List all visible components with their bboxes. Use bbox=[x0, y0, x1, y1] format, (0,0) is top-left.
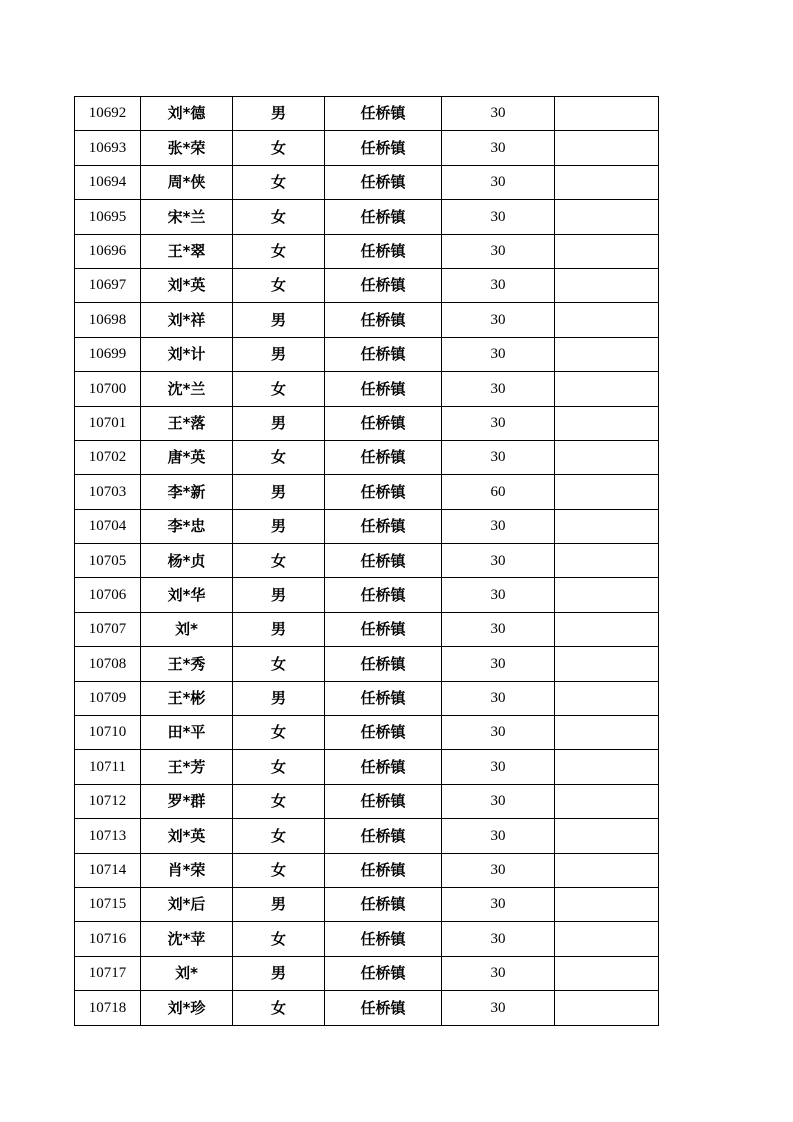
table-row bbox=[75, 337, 659, 371]
table-row bbox=[75, 887, 659, 921]
cell-amount: 30 bbox=[442, 303, 555, 337]
cell-id: 10707 bbox=[75, 612, 141, 646]
cell-amount: 30 bbox=[442, 956, 555, 990]
cell-name: 沈*苹 bbox=[141, 922, 233, 956]
cell-note bbox=[555, 509, 659, 543]
cell-town: 任桥镇 bbox=[325, 303, 442, 337]
cell-amount: 30 bbox=[442, 784, 555, 818]
cell-name: 王*落 bbox=[141, 406, 233, 440]
table-row bbox=[75, 853, 659, 887]
cell-town: 任桥镇 bbox=[325, 200, 442, 234]
cell-name: 王*芳 bbox=[141, 750, 233, 784]
cell-town: 任桥镇 bbox=[325, 406, 442, 440]
roster-table bbox=[74, 96, 659, 1026]
cell-sex: 女 bbox=[233, 784, 325, 818]
cell-note bbox=[555, 131, 659, 165]
cell-sex: 女 bbox=[233, 372, 325, 406]
cell-note bbox=[555, 991, 659, 1025]
cell-town: 任桥镇 bbox=[325, 268, 442, 302]
cell-amount: 30 bbox=[442, 887, 555, 921]
cell-amount: 60 bbox=[442, 475, 555, 509]
cell-name: 刘*计 bbox=[141, 337, 233, 371]
cell-amount: 30 bbox=[442, 97, 555, 131]
cell-note bbox=[555, 819, 659, 853]
cell-town: 任桥镇 bbox=[325, 372, 442, 406]
cell-sex: 女 bbox=[233, 991, 325, 1025]
cell-id: 10698 bbox=[75, 303, 141, 337]
cell-name: 刘*英 bbox=[141, 268, 233, 302]
cell-name: 王*秀 bbox=[141, 647, 233, 681]
roster-table-container bbox=[74, 96, 658, 1026]
table-row bbox=[75, 922, 659, 956]
cell-amount: 30 bbox=[442, 853, 555, 887]
cell-amount: 30 bbox=[442, 612, 555, 646]
table-row bbox=[75, 578, 659, 612]
table-row bbox=[75, 97, 659, 131]
cell-note bbox=[555, 372, 659, 406]
cell-town: 任桥镇 bbox=[325, 887, 442, 921]
cell-note bbox=[555, 922, 659, 956]
cell-id: 10692 bbox=[75, 97, 141, 131]
table-row bbox=[75, 165, 659, 199]
cell-amount: 30 bbox=[442, 200, 555, 234]
cell-name: 宋*兰 bbox=[141, 200, 233, 234]
cell-amount: 30 bbox=[442, 578, 555, 612]
cell-name: 李*新 bbox=[141, 475, 233, 509]
cell-note bbox=[555, 784, 659, 818]
cell-note bbox=[555, 647, 659, 681]
cell-town: 任桥镇 bbox=[325, 922, 442, 956]
cell-amount: 30 bbox=[442, 647, 555, 681]
table-row bbox=[75, 131, 659, 165]
cell-note bbox=[555, 200, 659, 234]
table-row bbox=[75, 784, 659, 818]
cell-town: 任桥镇 bbox=[325, 97, 442, 131]
cell-sex: 女 bbox=[233, 234, 325, 268]
cell-name: 王*彬 bbox=[141, 681, 233, 715]
cell-town: 任桥镇 bbox=[325, 475, 442, 509]
cell-sex: 男 bbox=[233, 475, 325, 509]
cell-sex: 女 bbox=[233, 922, 325, 956]
cell-amount: 30 bbox=[442, 372, 555, 406]
cell-id: 10710 bbox=[75, 716, 141, 750]
cell-town: 任桥镇 bbox=[325, 337, 442, 371]
cell-amount: 30 bbox=[442, 991, 555, 1025]
cell-note bbox=[555, 234, 659, 268]
cell-town: 任桥镇 bbox=[325, 750, 442, 784]
cell-note bbox=[555, 612, 659, 646]
table-row bbox=[75, 303, 659, 337]
cell-town: 任桥镇 bbox=[325, 681, 442, 715]
cell-name: 刘*祥 bbox=[141, 303, 233, 337]
cell-amount: 30 bbox=[442, 406, 555, 440]
cell-id: 10712 bbox=[75, 784, 141, 818]
cell-id: 10701 bbox=[75, 406, 141, 440]
table-row bbox=[75, 716, 659, 750]
cell-name: 罗*群 bbox=[141, 784, 233, 818]
cell-sex: 女 bbox=[233, 440, 325, 474]
cell-town: 任桥镇 bbox=[325, 440, 442, 474]
cell-sex: 男 bbox=[233, 97, 325, 131]
cell-amount: 30 bbox=[442, 509, 555, 543]
cell-sex: 女 bbox=[233, 165, 325, 199]
cell-note bbox=[555, 406, 659, 440]
cell-amount: 30 bbox=[442, 165, 555, 199]
cell-name: 唐*英 bbox=[141, 440, 233, 474]
cell-sex: 男 bbox=[233, 956, 325, 990]
cell-id: 10702 bbox=[75, 440, 141, 474]
cell-town: 任桥镇 bbox=[325, 578, 442, 612]
cell-note bbox=[555, 303, 659, 337]
cell-id: 10705 bbox=[75, 544, 141, 578]
cell-name: 刘*后 bbox=[141, 887, 233, 921]
table-row bbox=[75, 200, 659, 234]
table-row bbox=[75, 372, 659, 406]
table-row bbox=[75, 956, 659, 990]
cell-sex: 男 bbox=[233, 578, 325, 612]
cell-town: 任桥镇 bbox=[325, 784, 442, 818]
cell-name: 沈*兰 bbox=[141, 372, 233, 406]
cell-id: 10695 bbox=[75, 200, 141, 234]
cell-sex: 女 bbox=[233, 544, 325, 578]
cell-note bbox=[555, 165, 659, 199]
cell-name: 刘*珍 bbox=[141, 991, 233, 1025]
cell-town: 任桥镇 bbox=[325, 819, 442, 853]
cell-town: 任桥镇 bbox=[325, 612, 442, 646]
cell-name: 刘*英 bbox=[141, 819, 233, 853]
cell-id: 10708 bbox=[75, 647, 141, 681]
cell-town: 任桥镇 bbox=[325, 991, 442, 1025]
cell-note bbox=[555, 853, 659, 887]
cell-sex: 男 bbox=[233, 303, 325, 337]
cell-amount: 30 bbox=[442, 922, 555, 956]
cell-id: 10706 bbox=[75, 578, 141, 612]
cell-sex: 女 bbox=[233, 853, 325, 887]
cell-note bbox=[555, 956, 659, 990]
cell-id: 10693 bbox=[75, 131, 141, 165]
cell-name: 肖*荣 bbox=[141, 853, 233, 887]
cell-town: 任桥镇 bbox=[325, 131, 442, 165]
cell-id: 10700 bbox=[75, 372, 141, 406]
cell-note bbox=[555, 716, 659, 750]
cell-name: 杨*贞 bbox=[141, 544, 233, 578]
cell-sex: 男 bbox=[233, 337, 325, 371]
cell-name: 刘* bbox=[141, 956, 233, 990]
cell-id: 10694 bbox=[75, 165, 141, 199]
cell-id: 10711 bbox=[75, 750, 141, 784]
cell-town: 任桥镇 bbox=[325, 544, 442, 578]
table-row bbox=[75, 991, 659, 1025]
table-row bbox=[75, 612, 659, 646]
cell-town: 任桥镇 bbox=[325, 956, 442, 990]
cell-town: 任桥镇 bbox=[325, 647, 442, 681]
table-row bbox=[75, 647, 659, 681]
cell-town: 任桥镇 bbox=[325, 165, 442, 199]
cell-amount: 30 bbox=[442, 544, 555, 578]
cell-amount: 30 bbox=[442, 268, 555, 302]
cell-note bbox=[555, 887, 659, 921]
table-row bbox=[75, 681, 659, 715]
cell-sex: 女 bbox=[233, 268, 325, 302]
cell-sex: 女 bbox=[233, 131, 325, 165]
cell-note bbox=[555, 544, 659, 578]
cell-sex: 男 bbox=[233, 509, 325, 543]
cell-id: 10696 bbox=[75, 234, 141, 268]
cell-note bbox=[555, 578, 659, 612]
cell-id: 10716 bbox=[75, 922, 141, 956]
cell-amount: 30 bbox=[442, 131, 555, 165]
cell-note bbox=[555, 337, 659, 371]
table-row bbox=[75, 509, 659, 543]
cell-id: 10718 bbox=[75, 991, 141, 1025]
cell-amount: 30 bbox=[442, 716, 555, 750]
cell-note bbox=[555, 268, 659, 302]
cell-id: 10699 bbox=[75, 337, 141, 371]
cell-id: 10697 bbox=[75, 268, 141, 302]
cell-id: 10709 bbox=[75, 681, 141, 715]
table-row bbox=[75, 819, 659, 853]
cell-amount: 30 bbox=[442, 440, 555, 474]
cell-sex: 女 bbox=[233, 819, 325, 853]
cell-name: 刘* bbox=[141, 612, 233, 646]
table-row bbox=[75, 475, 659, 509]
cell-name: 张*荣 bbox=[141, 131, 233, 165]
cell-name: 李*忠 bbox=[141, 509, 233, 543]
roster-table-body bbox=[75, 97, 659, 1026]
cell-name: 田*平 bbox=[141, 716, 233, 750]
cell-town: 任桥镇 bbox=[325, 234, 442, 268]
cell-name: 刘*德 bbox=[141, 97, 233, 131]
cell-id: 10717 bbox=[75, 956, 141, 990]
cell-id: 10715 bbox=[75, 887, 141, 921]
cell-name: 周*侠 bbox=[141, 165, 233, 199]
table-row bbox=[75, 268, 659, 302]
cell-note bbox=[555, 475, 659, 509]
cell-note bbox=[555, 681, 659, 715]
cell-note bbox=[555, 97, 659, 131]
cell-town: 任桥镇 bbox=[325, 853, 442, 887]
cell-sex: 男 bbox=[233, 612, 325, 646]
table-row bbox=[75, 406, 659, 440]
cell-id: 10714 bbox=[75, 853, 141, 887]
cell-sex: 女 bbox=[233, 716, 325, 750]
cell-name: 王*翠 bbox=[141, 234, 233, 268]
cell-town: 任桥镇 bbox=[325, 716, 442, 750]
cell-amount: 30 bbox=[442, 234, 555, 268]
cell-town: 任桥镇 bbox=[325, 509, 442, 543]
cell-id: 10703 bbox=[75, 475, 141, 509]
cell-amount: 30 bbox=[442, 819, 555, 853]
cell-note bbox=[555, 440, 659, 474]
cell-amount: 30 bbox=[442, 750, 555, 784]
table-row bbox=[75, 544, 659, 578]
table-row bbox=[75, 750, 659, 784]
cell-sex: 男 bbox=[233, 681, 325, 715]
cell-amount: 30 bbox=[442, 337, 555, 371]
cell-amount: 30 bbox=[442, 681, 555, 715]
table-row bbox=[75, 440, 659, 474]
cell-note bbox=[555, 750, 659, 784]
cell-id: 10704 bbox=[75, 509, 141, 543]
cell-sex: 女 bbox=[233, 750, 325, 784]
cell-sex: 男 bbox=[233, 406, 325, 440]
cell-name: 刘*华 bbox=[141, 578, 233, 612]
cell-sex: 女 bbox=[233, 647, 325, 681]
cell-sex: 男 bbox=[233, 887, 325, 921]
table-row bbox=[75, 234, 659, 268]
cell-id: 10713 bbox=[75, 819, 141, 853]
cell-sex: 女 bbox=[233, 200, 325, 234]
